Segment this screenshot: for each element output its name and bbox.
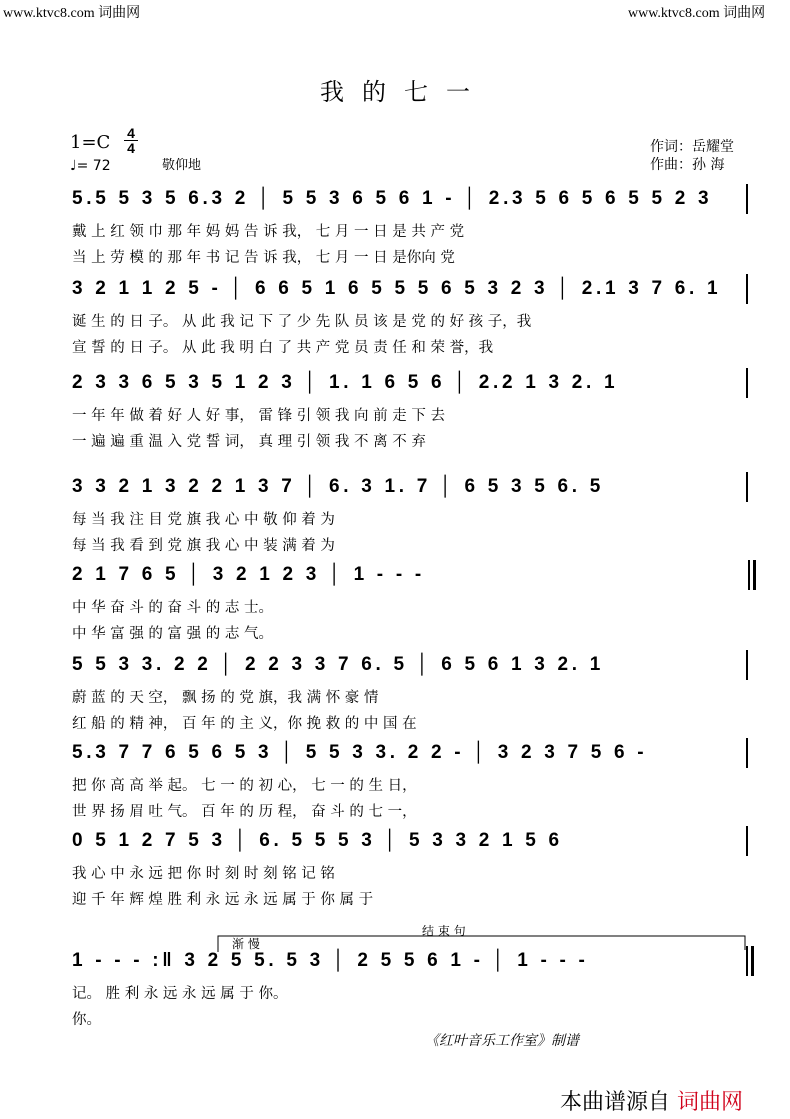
- notes-line: 1 - - - :‖ 3 2 5 5. 5 3 │ 2 5 5 6 1 - │ 1 - - -: [72, 950, 589, 971]
- lyric-line: 诞 生 的 日 子。 从 此 我 记 下 了 少 先 队 员 该 是 党 的 好 孩 子，我: [72, 314, 532, 330]
- lyric-line: 一 年 年 做 着 好 人 好 事， 雷 锋 引 领 我 向 前 走 下 去: [72, 408, 445, 424]
- notes-line: 0 5 1 2 7 5 3 │ 6. 5 5 5 3 │ 5 3 3 2 1 5 6: [72, 830, 563, 851]
- key-signature: 1=C: [70, 132, 111, 153]
- tempo-value: = 72: [76, 158, 111, 174]
- coda-marking: 结 束 句: [422, 924, 466, 938]
- watermark-right: www.ktvc8.com 词曲网: [628, 6, 766, 21]
- lyric-line: 把 你 高 高 举 起。 七 一 的 初 心， 七 一 的 生 日，: [72, 778, 417, 794]
- quarter-note-icon: ♩: [70, 158, 77, 174]
- lyric-line: 每 当 我 看 到 党 旗 我 心 中 装 满 着 为: [72, 538, 335, 554]
- lyric-line: 记。 胜 利 永 远 永 远 属 于 你。: [72, 986, 288, 1002]
- lyric-line: 你。: [72, 1012, 101, 1028]
- song-title: 我的七一: [320, 78, 488, 106]
- source-brand: [560, 1085, 743, 1116]
- notes-line: 5.5 5 3 5 6.3 2 │ 5 5 3 6 5 6 1 - │ 2.3 5 6 5 6 5 5 2 3: [72, 188, 713, 209]
- notes-line: 5 5 3 3. 2 2 │ 2 2 3 3 7 6. 5 │ 6 5 6 1 3 2. 1: [72, 654, 604, 675]
- brand-name: 词曲网: [677, 1090, 744, 1115]
- lyric-line: 世 界 扬 眉 吐 气。 百 年 的 历 程， 奋 斗 的 七 一，: [72, 804, 417, 820]
- lyric-line: 迎 千 年 辉 煌 胜 利 永 远 永 远 属 于 你 属 于: [72, 892, 374, 908]
- watermark-left: www.ktvc8.com 词曲网: [3, 6, 141, 21]
- notes-line: 5.3 7 7 6 5 6 5 3 │ 5 5 3 3. 2 2 - │ 3 2 3 7 5 6 -: [72, 742, 648, 763]
- gradual-marking: 渐 慢: [232, 937, 260, 951]
- notes-line: 2 3 3 6 5 3 5 1 2 3 │ 1. 1 6 5 6 │ 2.2 1 3 2. 1: [72, 372, 619, 393]
- lyric-line: 红 船 的 精 神， 百 年 的 主 义，你 挽 救 的 中 国 在: [72, 716, 417, 732]
- lyric-line: 中 华 富 强 的 富 强 的 志 气。: [72, 626, 273, 642]
- expression-marking: 敬仰地: [162, 158, 202, 173]
- lyricist: 作词：岳耀堂: [650, 139, 734, 155]
- lyric-line: 一 遍 遍 重 温 入 党 誓 词， 真 理 引 领 我 不 离 不 弃: [72, 434, 426, 450]
- notes-line: 3 2 1 1 2 5 - │ 6 6 5 1 6 5 5 5 6 5 3 2 3 │ 2.1 3 7 6. 1: [72, 278, 722, 299]
- lyric-line: 宣 誓 的 日 子。 从 此 我 明 白 了 共 产 党 员 责 任 和 荣 誉，我: [72, 340, 494, 356]
- notes-line: 3 3 2 1 3 2 2 1 3 7 │ 6. 3 1. 7 │ 6 5 3 5 6. 5: [72, 476, 604, 497]
- time-signature-bottom: 4: [127, 140, 135, 156]
- lyric-line: 当 上 劳 模 的 那 年 书 记 告 诉 我， 七 月 一 日 是你向 党: [72, 250, 455, 266]
- transcriber-credit: 《红叶音乐工作室》制谱: [425, 1033, 579, 1049]
- brand-prefix: 本曲谱源自: [560, 1090, 671, 1115]
- lyric-line: 中 华 奋 斗 的 奋 斗 的 志 士。: [72, 600, 273, 616]
- lyric-line: 戴 上 红 领 巾 那 年 妈 妈 告 诉 我， 七 月 一 日 是 共 产 党: [72, 224, 465, 240]
- notes-line: 2 1 7 6 5 │ 3 2 1 2 3 │ 1 - - -: [72, 564, 425, 585]
- lyric-line: 蔚 蓝 的 天 空， 飘 扬 的 党 旗，我 满 怀 豪 情: [72, 690, 379, 706]
- time-signature-top: 4: [127, 125, 135, 141]
- lyric-line: 每 当 我 注 目 党 旗 我 心 中 敬 仰 着 为: [72, 512, 335, 528]
- lyric-line: 我 心 中 永 远 把 你 时 刻 时 刻 铭 记 铭: [72, 866, 335, 882]
- composer: 作曲：孙 海: [650, 157, 725, 173]
